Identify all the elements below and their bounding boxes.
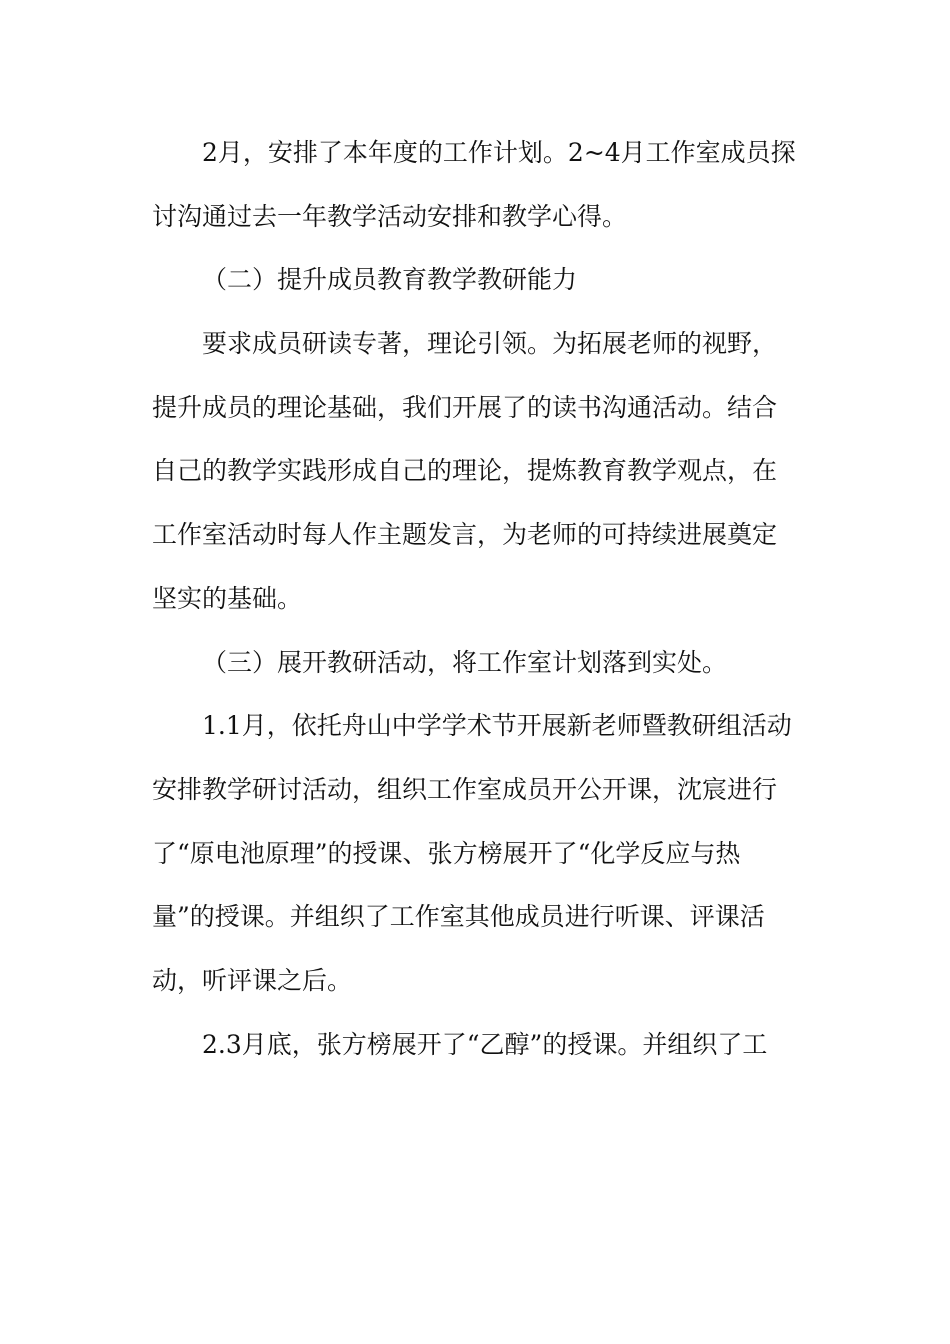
paragraph-line: 2月，安排了本年度的工作计划。2~4月工作室成员探 bbox=[202, 138, 796, 167]
paragraph-line: 要求成员研读专著，理论引领。为拓展老师的视野， bbox=[202, 329, 778, 359]
paragraph-line: 动，听评课之后。 bbox=[152, 965, 353, 995]
paragraph-line: 提升成员的理论基础，我们开展了的读书沟通活动。结合 bbox=[152, 392, 778, 422]
paragraph-line: 坚实的基础。 bbox=[152, 583, 303, 613]
paragraph-line: 量”的授课。并组织了工作室其他成员进行听课、评课活 bbox=[152, 902, 765, 932]
section-heading: （二）提升成员教育教学教研能力 bbox=[202, 265, 578, 295]
paragraph-line: 工作室活动时每人作主题发言，为老师的可持续进展奠定 bbox=[152, 520, 778, 550]
paragraph-line: 1.1月，依托舟山中学学术节开展新老师暨教研组活动 bbox=[202, 711, 792, 741]
paragraph-line: 安排教学研讨活动，组织工作室成员开公开课，沈宸进行 bbox=[152, 774, 778, 804]
paragraph-line: 了“原电池原理”的授课、张方榜展开了“化学反应与热 bbox=[152, 838, 741, 868]
paragraph-line: 自己的教学实践形成自己的理论，提炼教育教学观点，在 bbox=[152, 456, 778, 486]
section-heading: （三）展开教研活动，将工作室计划落到实处。 bbox=[202, 647, 728, 677]
body-text bbox=[152, 126, 812, 1081]
paragraph-line: 2.3月底，张方榜展开了“乙醇”的授课。并组织了工 bbox=[202, 1029, 768, 1059]
paragraph-line: 讨沟通过去一年教学活动安排和教学心得。 bbox=[152, 201, 628, 231]
